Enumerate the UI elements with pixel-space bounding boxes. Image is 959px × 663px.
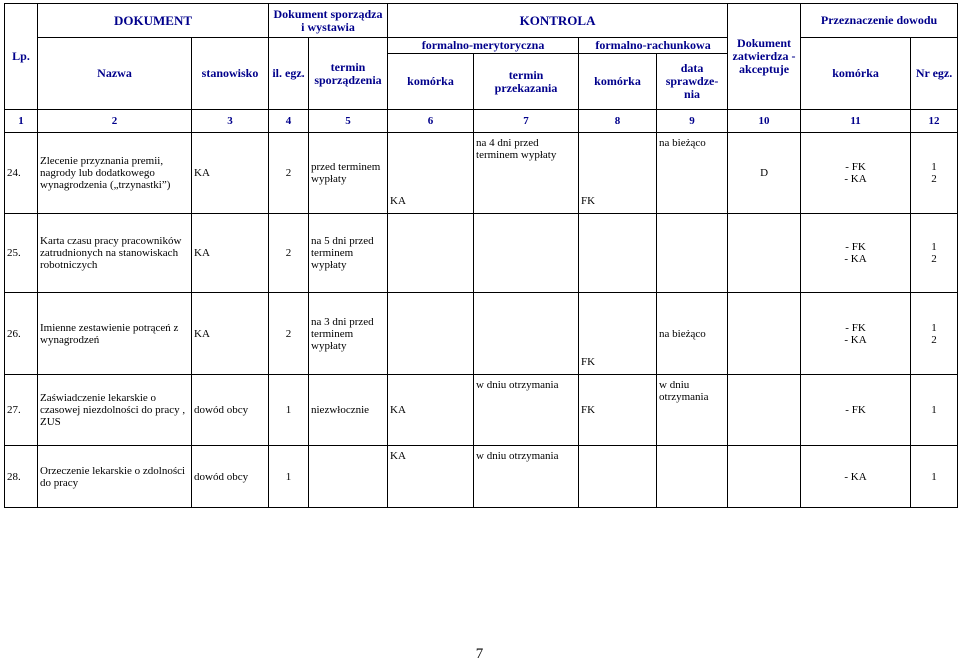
column-number: 3 xyxy=(192,110,269,133)
row-nr-egz xyxy=(911,293,958,375)
row-termin-sporzadzenia: na 3 dni przed terminem wypłaty xyxy=(309,293,388,375)
row-data-sprawdzenia xyxy=(657,446,728,508)
column-number: 7 xyxy=(474,110,579,133)
row-stanowisko: dowód obcy xyxy=(192,446,269,508)
przeznaczenie-item: - FK xyxy=(845,404,866,416)
row-lp: 24. xyxy=(5,133,38,214)
header-nazwa: Nazwa xyxy=(38,38,192,110)
row-lp: 28. xyxy=(5,446,38,508)
column-number: 10 xyxy=(728,110,801,133)
header-data-sprawdzenia: data sprawdze- nia xyxy=(657,54,728,110)
row-nr-egz xyxy=(911,446,958,508)
przeznaczenie-item: - KA xyxy=(844,173,867,185)
row-termin-przekazania: w dniu otrzymania xyxy=(474,375,579,446)
row-stanowisko: KA xyxy=(192,293,269,375)
row-zatwierdza xyxy=(728,293,801,375)
row-przeznaczenie xyxy=(801,293,911,375)
nr-egz-item: 1 xyxy=(931,470,937,483)
document-table xyxy=(4,3,958,508)
przeznaczenie-item: - KA xyxy=(844,253,867,265)
row-termin-sporzadzenia: przed terminem wypłaty xyxy=(309,133,388,214)
nr-egz-item: 2 xyxy=(931,333,937,346)
row-termin-przekazania: w dniu otrzymania xyxy=(474,446,579,508)
row-lp: 25. xyxy=(5,214,38,293)
column-number: 12 xyxy=(911,110,958,133)
header-kontrola: KONTROLA xyxy=(388,4,728,38)
table-row xyxy=(5,375,958,446)
page-number: 7 xyxy=(475,646,484,662)
row-termin-przekazania: na 4 dni przed terminem wypłaty xyxy=(474,133,579,214)
header-sporzadza: Dokument sporządza i wystawia xyxy=(269,4,388,38)
row-data-sprawdzenia xyxy=(657,214,728,293)
table-row xyxy=(5,133,958,214)
column-number: 1 xyxy=(5,110,38,133)
row-il-egz: 1 xyxy=(269,375,309,446)
row-lp: 26. xyxy=(5,293,38,375)
nr-egz-item: 1 xyxy=(931,404,937,416)
row-komorka-rachunkowa: FK xyxy=(579,133,657,214)
row-data-sprawdzenia: na bieżąco xyxy=(657,133,728,214)
column-number: 6 xyxy=(388,110,474,133)
nr-egz-item: 1 xyxy=(931,321,937,334)
row-komorka-rachunkowa xyxy=(579,214,657,293)
row-nr-egz xyxy=(911,214,958,293)
row-termin-przekazania xyxy=(474,214,579,293)
row-nazwa: Imienne zestawienie potrąceń z wynagrodzeń xyxy=(38,293,192,375)
header-zatwierdza: Dokument zatwierdza -akceptuje xyxy=(728,4,801,110)
row-zatwierdza xyxy=(728,446,801,508)
przeznaczenie-item: - FK xyxy=(845,161,866,173)
przeznaczenie-item: - FK xyxy=(845,241,866,253)
row-komorka-merytoryczna: KA xyxy=(388,375,474,446)
row-il-egz: 2 xyxy=(269,214,309,293)
nr-egz-item: 2 xyxy=(931,173,937,185)
row-komorka-rachunkowa: FK xyxy=(579,293,657,375)
row-nazwa: Zaświadczenie lekarskie o czasowej niezdolności do pracy , ZUS xyxy=(38,375,192,446)
przeznaczenie-item: - FK xyxy=(845,321,866,334)
column-number: 2 xyxy=(38,110,192,133)
row-komorka-rachunkowa xyxy=(579,446,657,508)
header-termin-sporzadzenia: termin sporządzenia xyxy=(309,38,388,110)
row-data-sprawdzenia: w dniu otrzymania xyxy=(657,375,728,446)
column-number: 11 xyxy=(801,110,911,133)
header-termin-przekazania: termin przekazania xyxy=(474,54,579,110)
column-number: 4 xyxy=(269,110,309,133)
header-dokument: DOKUMENT xyxy=(38,4,269,38)
row-data-sprawdzenia: na bieżąco xyxy=(657,293,728,375)
header-komorka-rachunkowa: komórka xyxy=(579,54,657,110)
table-row xyxy=(5,214,958,293)
row-lp: 27. xyxy=(5,375,38,446)
przeznaczenie-item: - KA xyxy=(844,470,867,483)
header-formalno-merytoryczna: formalno-merytoryczna xyxy=(388,38,579,54)
row-stanowisko: KA xyxy=(192,133,269,214)
row-przeznaczenie xyxy=(801,133,911,214)
column-number: 9 xyxy=(657,110,728,133)
column-number: 5 xyxy=(309,110,388,133)
row-termin-przekazania xyxy=(474,293,579,375)
row-stanowisko: KA xyxy=(192,214,269,293)
row-komorka-merytoryczna: KA xyxy=(388,446,474,508)
row-przeznaczenie xyxy=(801,446,911,508)
row-termin-sporzadzenia xyxy=(309,446,388,508)
row-zatwierdza xyxy=(728,375,801,446)
row-il-egz: 1 xyxy=(269,446,309,508)
header-komorka-przeznaczenie: komórka xyxy=(801,38,911,110)
nr-egz-item: 1 xyxy=(931,241,937,253)
row-il-egz: 2 xyxy=(269,133,309,214)
row-komorka-merytoryczna: KA xyxy=(388,133,474,214)
column-numbers-row xyxy=(5,110,958,133)
row-przeznaczenie xyxy=(801,375,911,446)
header-nr-egz: Nr egz. xyxy=(911,38,958,110)
table-row xyxy=(5,446,958,508)
row-il-egz: 2 xyxy=(269,293,309,375)
column-number: 8 xyxy=(579,110,657,133)
header-formalno-rachunkowa: formalno-rachunkowa xyxy=(579,38,728,54)
header-stanowisko: stanowisko xyxy=(192,38,269,110)
row-przeznaczenie xyxy=(801,214,911,293)
nr-egz-item: 1 xyxy=(931,161,937,173)
table-row xyxy=(5,293,958,375)
row-komorka-merytoryczna xyxy=(388,214,474,293)
row-nazwa: Zlecenie przyznania premii, nagrody lub dodatkowego wynagrodzenia („trzynastki”) xyxy=(38,133,192,214)
row-stanowisko: dowód obcy xyxy=(192,375,269,446)
nr-egz-item: 2 xyxy=(931,253,937,265)
header-komorka-merytoryczna: komórka xyxy=(388,54,474,110)
row-nazwa: Orzeczenie lekarskie o zdolności do pracy xyxy=(38,446,192,508)
row-termin-sporzadzenia: na 5 dni przed terminem wypłaty xyxy=(309,214,388,293)
header-lp: Lp. xyxy=(5,4,38,110)
row-nr-egz xyxy=(911,133,958,214)
header-przeznaczenie: Przeznaczenie dowodu xyxy=(801,4,958,38)
row-zatwierdza xyxy=(728,214,801,293)
row-nr-egz xyxy=(911,375,958,446)
przeznaczenie-item: - KA xyxy=(844,333,867,346)
row-zatwierdza: D xyxy=(728,133,801,214)
header-il-egz: il. egz. xyxy=(269,38,309,110)
row-nazwa: Karta czasu pracy pracowników zatrudnionych na stanowiskach robotniczych xyxy=(38,214,192,293)
row-komorka-merytoryczna xyxy=(388,293,474,375)
row-komorka-rachunkowa: FK xyxy=(579,375,657,446)
row-termin-sporzadzenia: niezwłocznie xyxy=(309,375,388,446)
